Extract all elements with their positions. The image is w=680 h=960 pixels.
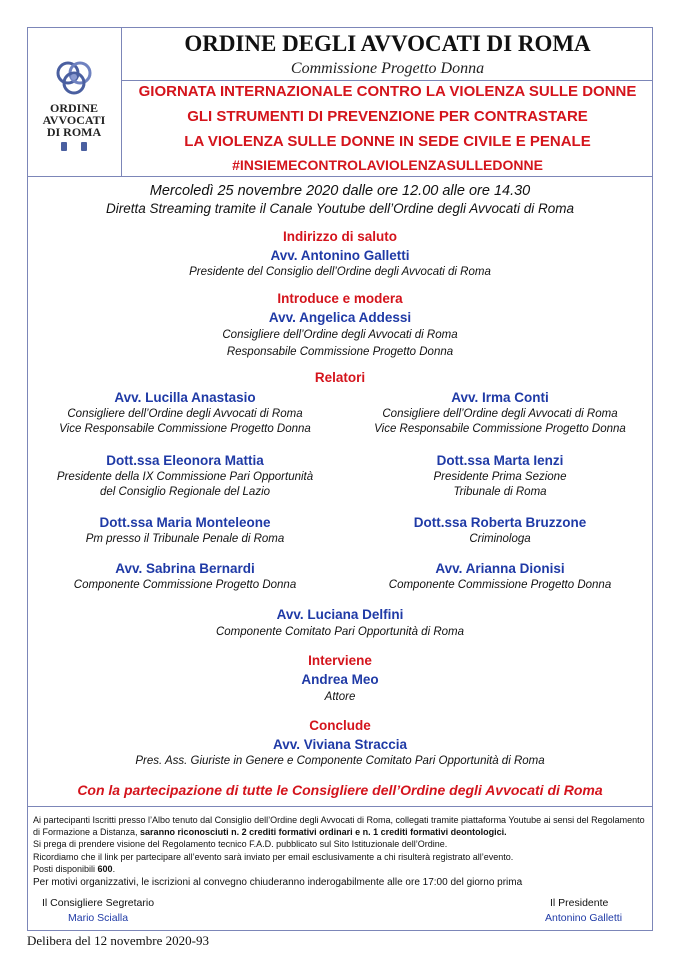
relatore-center-name: Avv. Luciana Delfini bbox=[276, 607, 404, 622]
relatore-desc: Presidente della IX Commissione Pari Opportunità bbox=[56, 471, 314, 483]
relatore-desc: Presidente Prima Sezione bbox=[433, 471, 567, 483]
notes-posti-label: Posti disponibili bbox=[33, 863, 98, 874]
notes-block bbox=[33, 814, 648, 889]
participation-note: Con la partecipazione di tutte le Consigliere dell’Ordine degli Avvocati di Roma bbox=[77, 782, 603, 798]
relatore bbox=[35, 390, 335, 435]
notes-posti-dot: . bbox=[112, 863, 116, 874]
event-stream: Diretta Streaming tramite il Canale Youtube dell’Ordine degli Avvocati di Roma bbox=[106, 201, 574, 216]
notes-credits-text: Ai partecipanti Iscritti presso l’Albo tenuto dal Consiglio dell’Ordine degli Avvocati di Roma, collegati tramite piattaforma Youtube ai sensi del Regolamento di Formazione a Distanza, bbox=[33, 815, 645, 838]
relatore-desc: Consigliere dell’Ordine degli Avvocati di Roma bbox=[67, 408, 303, 420]
relatore-name: Dott.ssa Roberta Bruzzone bbox=[413, 515, 587, 530]
title-rule bbox=[122, 80, 652, 81]
notes-posti-count: 600 bbox=[97, 863, 113, 874]
relatore-name: Dott.ssa Maria Monteleone bbox=[99, 515, 271, 530]
interviene-desc: Attore bbox=[324, 691, 356, 703]
signature-left bbox=[42, 897, 154, 924]
foot-icon bbox=[81, 142, 87, 151]
delibera-footer: Delibera del 12 novembre 2020-93 bbox=[27, 933, 209, 948]
modera-name: Avv. Angelica Addessi bbox=[268, 310, 412, 325]
logo-line-1: ORDINE bbox=[49, 101, 98, 115]
relatore bbox=[350, 561, 650, 591]
relatore-name: Dott.ssa Marta Ienzi bbox=[436, 453, 564, 468]
signature-right bbox=[545, 897, 622, 924]
relatore-desc: Consigliere dell’Ordine degli Avvocati di Roma bbox=[382, 408, 618, 420]
headline-1: GIORNATA INTERNAZIONALE CONTRO LA VIOLENZA SULLE DONNE bbox=[138, 83, 637, 100]
saluto-role: Indirizzo di saluto bbox=[283, 229, 397, 244]
relatore-desc: Criminologa bbox=[469, 533, 531, 545]
relatore bbox=[350, 453, 650, 498]
logo-line-2: AVVOCATI bbox=[42, 113, 106, 127]
signature-right-label: Il Presidente bbox=[550, 897, 609, 909]
relatore-name: Avv. Arianna Dionisi bbox=[435, 561, 565, 576]
relatore-name: Avv. Irma Conti bbox=[451, 390, 549, 405]
relatore-name: Dott.ssa Eleonora Mattia bbox=[106, 453, 264, 468]
modera-role: Introduce e modera bbox=[277, 291, 403, 306]
signature-left-label: Il Consigliere Segretario bbox=[42, 897, 155, 909]
relatore-desc: Vice Responsabile Commissione Progetto Donna bbox=[59, 423, 311, 435]
notes-iscrizioni: Per motivi organizzativi, le iscrizioni al convegno chiuderanno inderogabilmente alle ore 17:00 del giorno prima bbox=[33, 877, 523, 889]
relatore-desc: Tribunale di Roma bbox=[453, 486, 547, 498]
logo-line-3: DI ROMA bbox=[46, 125, 102, 139]
relatore-desc: Pm presso il Tribunale Penale di Roma bbox=[85, 533, 285, 545]
relatore-desc: Componente Commissione Progetto Donna bbox=[73, 579, 297, 591]
notes-link: Ricordiamo che il link per partecipare all’evento sarà inviato per email esclusivamente a chi risulterà registrato all’evento. bbox=[33, 851, 514, 862]
foot-icon bbox=[61, 142, 67, 151]
page-subtitle: Commissione Progetto Donna bbox=[290, 60, 485, 77]
relatore bbox=[35, 561, 335, 591]
event-date: Mercoledì 25 novembre 2020 dalle ore 12.00 alle ore 14.30 bbox=[149, 183, 531, 199]
relatore bbox=[35, 515, 335, 545]
relatori-label: Relatori bbox=[314, 370, 366, 385]
interviene-name: Andrea Meo bbox=[301, 672, 379, 687]
saluto-desc: Presidente del Consiglio dell’Ordine degli Avvocati di Roma bbox=[189, 266, 491, 278]
knot-emblem-icon bbox=[52, 57, 96, 99]
notes-credits-bold: saranno riconosciuti n. 2 crediti formativi ordinari e n. 1 crediti formativi deontologici. bbox=[140, 827, 507, 838]
interviene-role: Interviene bbox=[308, 653, 372, 668]
relatore bbox=[350, 515, 650, 545]
notes-regolamento: Si prega di prendere visione del Regolamento tecnico F.A.D. pubblicato sul Sito Istituzionale dell’Ordine. bbox=[33, 839, 448, 850]
headline-3: LA VIOLENZA SULLE DONNE IN SEDE CIVILE E PENALE bbox=[184, 133, 591, 150]
headline-2: GLI STRUMENTI DI PREVENZIONE PER CONTRASTARE bbox=[187, 108, 588, 125]
relatore-name: Avv. Lucilla Anastasio bbox=[114, 390, 256, 405]
modera-desc-2: Responsabile Commissione Progetto Donna bbox=[226, 346, 454, 358]
relatore bbox=[350, 390, 650, 435]
relatore-desc: Vice Responsabile Commissione Progetto Donna bbox=[374, 423, 626, 435]
conclude-desc: Pres. Ass. Giuriste in Genere e Componente Comitato Pari Opportunità di Roma bbox=[135, 755, 545, 767]
modera-desc-1: Consigliere dell’Ordine degli Avvocati di Roma bbox=[222, 329, 458, 341]
saluto-name: Avv. Antonino Galletti bbox=[270, 248, 410, 263]
notes-separator bbox=[27, 806, 653, 807]
conclude-name: Avv. Viviana Straccia bbox=[272, 737, 408, 752]
signature-right-name: Antonino Galletti bbox=[545, 912, 623, 924]
relatore-desc: del Consiglio Regionale del Lazio bbox=[99, 486, 271, 498]
notes-credits bbox=[33, 814, 648, 838]
signature-left-name: Mario Scialla bbox=[68, 912, 129, 924]
conclude-role: Conclude bbox=[309, 718, 371, 733]
relatore bbox=[35, 453, 335, 498]
relatore-center-desc: Componente Comitato Pari Opportunità di Roma bbox=[215, 626, 464, 638]
relatore-desc: Componente Commissione Progetto Donna bbox=[388, 579, 612, 591]
notes-posti bbox=[33, 863, 648, 875]
hashtag: #INSIEMECONTROLAVIOLENZASULLEDONNE bbox=[232, 157, 543, 173]
page-title: ORDINE DEGLI AVVOCATI DI ROMA bbox=[184, 31, 591, 56]
relatore-name: Avv. Sabrina Bernardi bbox=[115, 561, 255, 576]
